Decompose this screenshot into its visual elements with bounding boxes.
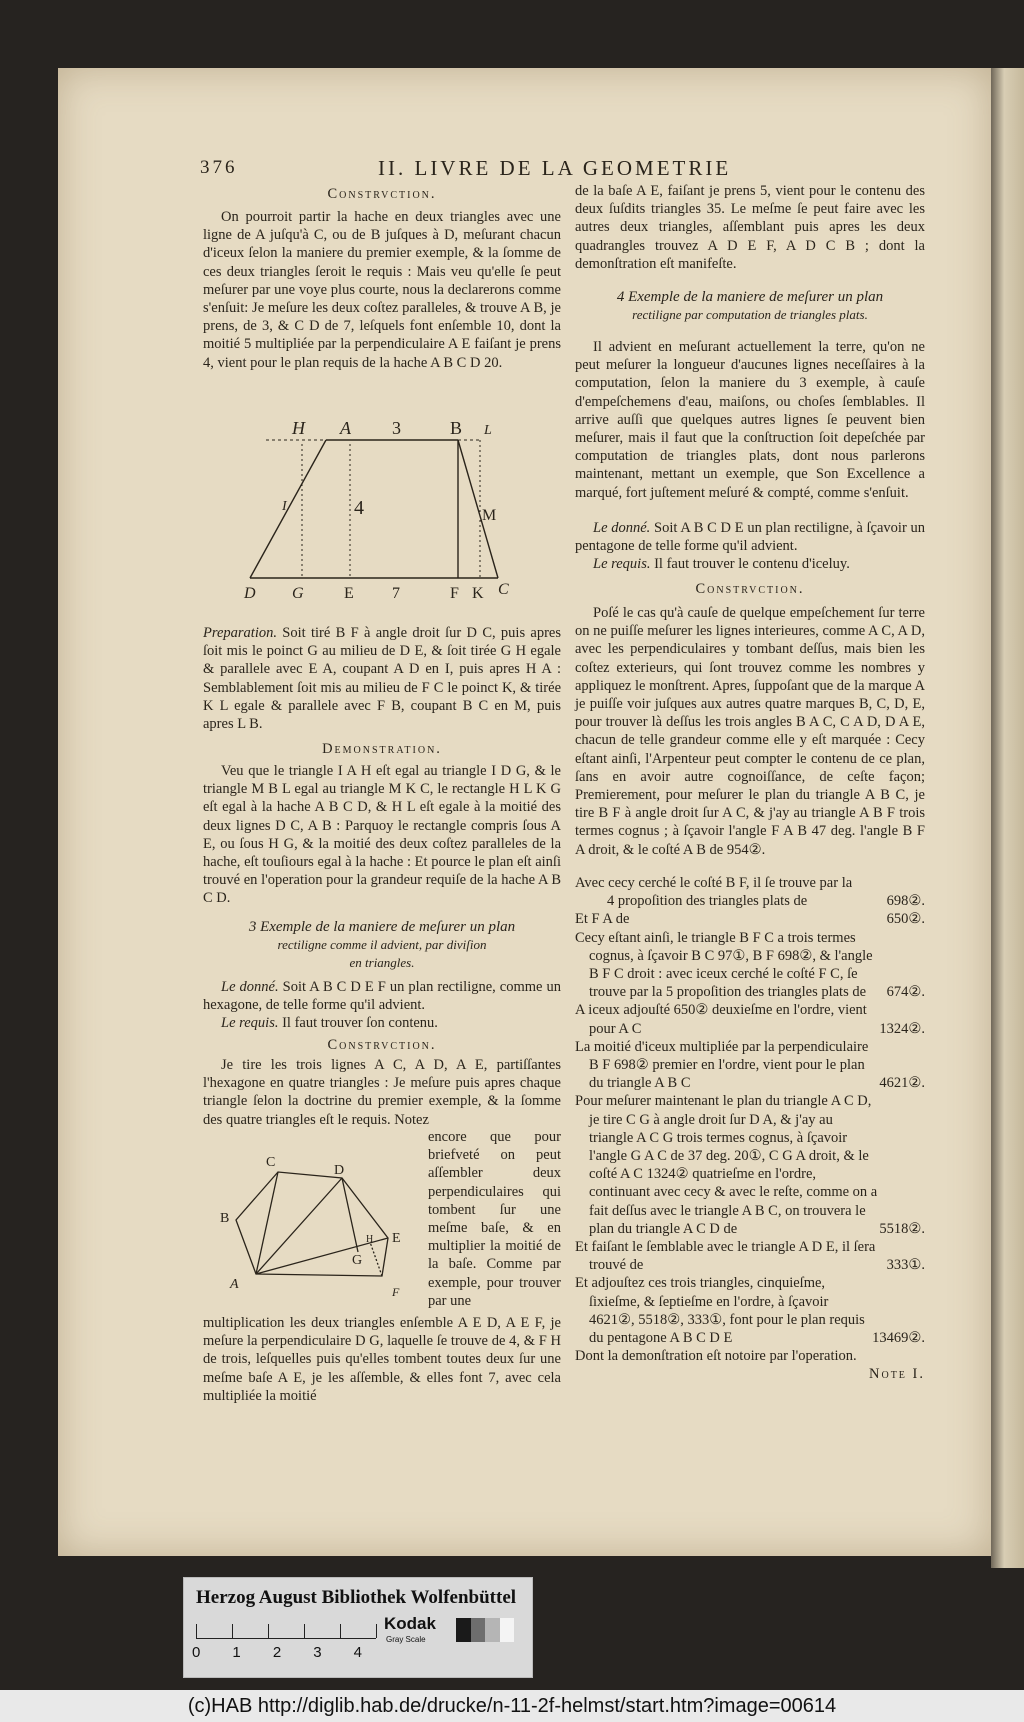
fig1-label-c: C	[498, 581, 509, 598]
construction-3-paragraph: Poſé le cas qu'à cauſe de quelque empeſchement ſur terre on ne puiſſe meſurer les lignes interieures, comme A C, A D, avec les perpendiculaires y tombant deſſus, mais bien les coſtez exterieurs, qui ſont trouvez comme les nombres y appliquez le monſtrent. Apres, ſuppoſant que de la marque A je puiſſe voir juſques aux autres quatre marques B, C, D, E, pour trouver là deſſus les trois angles B A C, C A D, D A E, chacun de telle grandeur comme elle y eſt marquée : Cecy eſtant ainſi, l'Arpenteur peut compter le contenu de ce plan, ſans en avoir autre cognoiſſance, de ceſte façon; Premierement, pour meſurer le plan du triangle A B C, je tire B F à angle droit ſur A C, & j'ay au triangle A B F trois termes cognus ; à ſçavoir l'angle F A B 47 deg. l'angle B F A droit, & le coſté A B de 954②.	[575, 605, 925, 858]
running-head: II. LIVRE DE LA GEOMETRIE	[378, 156, 732, 180]
calc-line-1b: 4 propoſition des triangles plats de 698②.	[607, 893, 925, 910]
example-3-given: Le donné. Soit A B C D E F un plan rectiligne, comme un hexagone, de telle forme qu'il advient. Le requis. Il faut trouver ſon contenu.	[203, 979, 562, 1032]
library-name: Herzog August Bibliothek Wolfenbüttel	[196, 1587, 517, 1608]
fig1-label-k: K	[472, 585, 484, 602]
calc-line-6: Pour meſurer maintenant le plan du triangle A C D, je tire C G à angle droit ſur D A, & j'ay au triangle A C G trois termes cognus, à ſçavoir l'angle G A C de 37 deg. 20①, C G A droit, & le coſté A C 1324② quatrieſme en l'ordre, continuant avec cecy & avec le reſte, comme on a fait deſſus avec le triangle A B C, on trouvera le plan du triangle A C D de 5518②.	[575, 1093, 925, 1237]
fig1-label-f: F	[450, 585, 459, 602]
gray-scale-label: Gray Scale	[386, 1635, 426, 1644]
page-number: 376	[200, 157, 238, 178]
trapezoid-figure	[240, 414, 520, 604]
computation-list	[575, 874, 925, 1384]
hexagon-figure	[220, 1148, 425, 1313]
fig1-label-l: L	[484, 423, 492, 438]
fig2-label-d: D	[334, 1163, 345, 1178]
fig1-label-3: 3	[392, 418, 401, 438]
gray-scale-patches	[456, 1618, 514, 1642]
calc-line-9: Dont la demonſtration eſt notoire par l'operation.	[575, 1348, 857, 1365]
construction-heading: Constrvction.	[327, 186, 437, 202]
fig1-label-4: 4	[354, 497, 364, 519]
continuation-paragraph: de la baſe A E, faiſant je prens 5, vient pour le contenu des deux ſuſdits triangles 35. Le meſme ſe peut faire avec les autres deux triangles, aſſemblant puis apres les deux quadrangles trouvez A D E F, A D C B ; dont la demonſtration eſt manifeſte.	[575, 183, 925, 272]
calc-line-4: A iceux adjouſté 650② deuxieſme en l'ordre, vient pour A C 1324②.	[575, 1002, 925, 1037]
fig2-label-e: E	[392, 1231, 401, 1246]
construction-2-side: encore que pour briefveté on peut aſſembler deux perpendiculaires qui tombent ſur une meſme baſe, & en multiplier la moitié de la baſe. Comme par exemple, pour trouver par une	[428, 1129, 561, 1309]
fig2-label-f: F	[392, 1285, 400, 1299]
fig1-label-7: 7	[392, 585, 400, 602]
construction-2-tail: multiplication les deux triangles enſemble A E D, A E F, je meſure la perpendiculaire D G, laquelle ſe trouve de 4, & F H de trois, leſquelles puis qu'elles tombent toutes deux ſur une meſme baſe A E, je les aſſemble, & elles font 7, avec cela multipliée la moitié	[203, 1315, 561, 1404]
demonstration-heading: Demonstration.	[322, 741, 442, 757]
preparation-text: Soit tiré B F à angle droit ſur D C, puis apres ſoit mis le poinct G au milieu de D E, & ſoit tirée G H egale & parallele avec E A, coupant A D en I, puis apres H A : Semblablement ſoit mis au milieu de F C le poinct K, & tirée K L egale & parallele avec F B, coupant B C en M, puis apres L B.	[203, 625, 561, 733]
calc-line-5: La moitié d'iceux multipliée par la perpendiculaire B F 698② premier en l'ordre, vient pour le plan du triangle A B C 4621②.	[575, 1038, 925, 1092]
fig1-label-h: H	[292, 418, 305, 438]
preparation-paragraph	[203, 624, 561, 733]
library-card	[183, 1577, 533, 1678]
fig2-label-a: A	[230, 1277, 239, 1292]
page-edge	[991, 68, 1024, 1568]
construction-2-heading: Constrvction.	[327, 1037, 437, 1053]
fig1-label-i: I	[282, 499, 287, 514]
example-4-paragraph: Il advient en meſurant actuellement la terre, qu'on ne peut meſurer la longueur d'aucunes lignes neceſſaires à la computation, ſelon la maniere du 3 exemple, à cauſe d'empeſchemens d'eau, maiſons, ou choſes ſemblables. Il arrive auſſi que quelques autres lignes ſe peuvent bien meſurer, mais il faut que la conſtruction ſoit depeſchée par computation de triangles plats, dont nous parlerons maintenant, mettant un exemple, que Son Excellence a marqué, fort juſtement meſuré & compté, comme s'enſuit.	[575, 339, 925, 501]
example-3-title: 3 Exemple de la maniere de meſurer un plan rectiligne comme il advient, par diviſion en triangles.	[248, 919, 516, 971]
calc-line-2: Et F A de 650②.	[575, 911, 925, 928]
fig2-label-c: C	[266, 1155, 276, 1170]
fig2-label-h: H	[366, 1234, 374, 1245]
footer-credit: (c)HAB http://diglib.hab.de/drucke/n-11-2f-helmst/start.htm?image=00614	[0, 1690, 1024, 1722]
preparation-label: Preparation.	[203, 625, 277, 641]
construction-3-heading: Constrvction.	[695, 581, 805, 597]
example-4-given: Le donné. Soit A B C D E un plan rectiligne, à ſçavoir un pentagone de telle forme qu'il advient. Le requis. Il faut trouver le contenu d'iceluy.	[575, 520, 926, 573]
example-4-title: 4 Exemple de la maniere de meſurer un plan rectiligne par computation de triangles plats.	[616, 289, 884, 323]
calc-line-7: Et faiſant le ſemblable avec le triangle A D E, il ſera trouvé de 333①.	[575, 1239, 925, 1274]
ruler	[196, 1622, 376, 1639]
fig1-label-d: D	[244, 585, 256, 602]
fig1-label-e: E	[344, 585, 354, 602]
demonstration-paragraph: Veu que le triangle I A H eſt egal au triangle I D G, & le triangle M B L egal au triangle M K C, le rectangle H L K G eſt egal à la hache A B C D, & H L eſt egale à la moitié des deux lignes D C, A B : Parquoy le rectangle compris ſous A E, ou ſous H G, & la moitié des deux coſtez paralleles de la hache, eſt touſiours egal à la hache : Et pource le plan eſt ainſi trouvé en l'operation pour la grandeur requiſe de la hache A B C D.	[203, 763, 561, 907]
calc-line-8: Et adjouſtez ces trois triangles, cinquieſme, ſixieſme, & ſeptieſme en l'ordre, à ſçavoir 4621②, 5518②, 333①, font pour le plan requis du pentagone A B C D E 13469②.	[575, 1275, 925, 1347]
fig2-label-b: B	[220, 1211, 230, 1226]
calc-line-1: Avec cecy cerché le coſté B F, il ſe trouve par la	[575, 875, 853, 891]
kodak-logo: Kodak	[384, 1614, 436, 1633]
construction-paragraph: On pourroit partir la hache en deux triangles avec une ligne de A juſqu'à C, ou de B juſques à D, meſurant chacun d'iceux ſelon la maniere du premier exemple, & la ſomme de ces deux triangles ſeroit le requis : Mais veu qu'elle ſe peut meſurer par une voye plus courte, nous la declarerons comme s'enſuit: Je meſure les deux coſtez paralleles, & trouve A B, je prens, de 3, & C D de 7, leſquels font enſemble 10, dont la moitié 5 multipliée par la perpendiculaire A E faiſant je prens 4, vient pour le plan requis de la hache A B C D 20.	[203, 209, 561, 371]
construction-2-paragraph: Je tire les trois lignes A C, A D, A E, partiſſantes l'hexagone en quatre triangles : Je meſure puis apres chaque triangle ſelon la doctrine du premier exemple, & la ſomme des quatre triangles eſt le requis. Notez	[203, 1057, 561, 1128]
catchword: Note I.	[869, 1366, 925, 1383]
fig1-label-a: A	[340, 418, 351, 438]
ruler-numbers: 0 1 2 3 4	[192, 1644, 362, 1661]
fig1-label-m: M	[482, 507, 497, 524]
fig1-label-b: B	[450, 418, 463, 438]
fig1-label-g: G	[292, 585, 304, 602]
calc-line-3: Cecy eſtant ainſi, le triangle B F C a trois termes cognus, à ſçavoir B C 97①, B F 698②, & l'angle B F C droit : avec iceux cerché le coſté F C, ſe trouve par la 5 propoſition des triangles plats de 674②.	[575, 929, 925, 1001]
fig2-label-g: G	[352, 1253, 363, 1268]
